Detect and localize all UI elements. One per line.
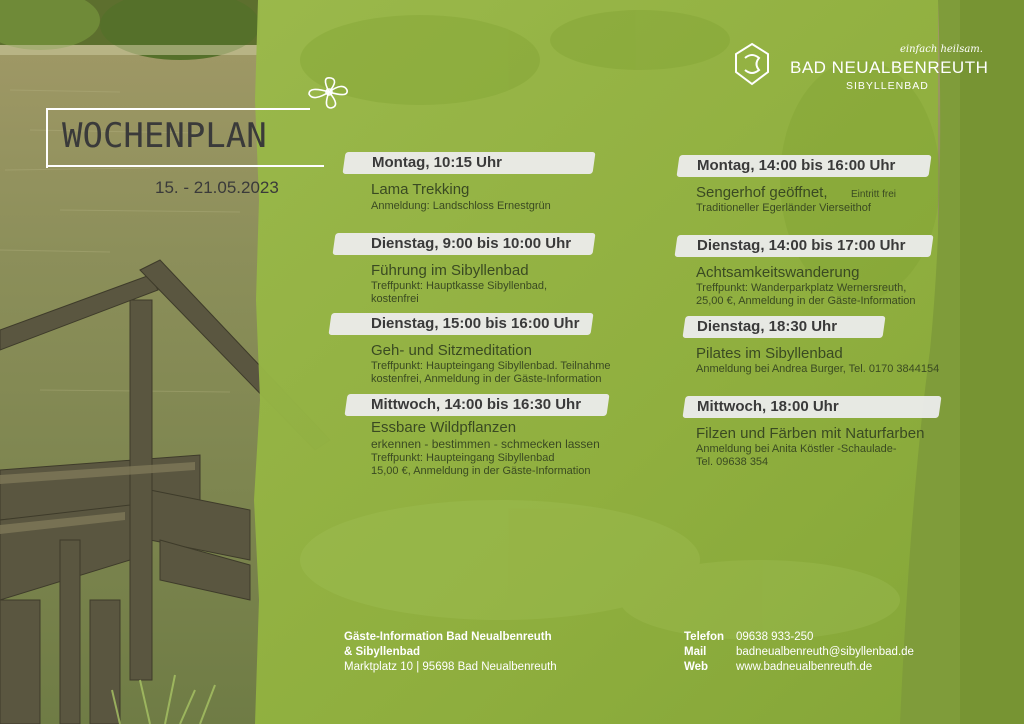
- footer-contact-values: [736, 630, 914, 675]
- flower-doodle-icon: [303, 72, 355, 112]
- event-time: Mittwoch, 14:00 bis 16:30 Uhr: [371, 396, 582, 413]
- event-title: Sengerhof geöffnet,: [696, 184, 828, 201]
- event-details: Anmeldung: Landschloss Ernestgrün: [371, 200, 551, 212]
- brand-name: BAD NEUALBENREUTH: [790, 58, 989, 77]
- event-time: Montag, 10:15 Uhr: [372, 154, 503, 171]
- footer-contact-labels: [684, 630, 724, 675]
- web-label: Web: [684, 661, 709, 673]
- event-time: Dienstag, 15:00 bis 16:00 Uhr: [371, 315, 580, 332]
- event-details: Treffpunkt: Haupteingang Sibyllenbad. Teilnahme kostenfrei, Anmeldung in der Gäste-Information: [371, 360, 611, 385]
- event-details: Treffpunkt: Hauptkasse Sibyllenbad, kostenfrei: [371, 280, 548, 305]
- footer-address: Marktplatz 10 | 95698 Bad Neualbenreuth: [344, 661, 557, 673]
- event-details: Traditioneller Egerländer Vierseithof: [696, 202, 871, 214]
- mail-link[interactable]: badneualbenreuth@sibyllenbad.de: [736, 646, 914, 658]
- event-details: Anmeldung bei Andrea Burger, Tel. 0170 3844154: [696, 363, 940, 375]
- event-title: Führung im Sibyllenbad: [371, 262, 529, 279]
- date-range: 15. - 21.05.2023: [155, 178, 279, 197]
- event-title: Filzen und Färben mit Naturfarben: [696, 425, 925, 442]
- brand-sub: SIBYLLENBAD: [846, 80, 929, 92]
- event-time: Dienstag, 18:30 Uhr: [697, 318, 838, 335]
- sibyllenbad-logo-icon: [732, 42, 772, 86]
- event-details: Treffpunkt: Wanderparkplatz Wernersreuth, 25,00 €, Anmeldung in der Gäste-Information: [696, 282, 916, 307]
- event-title: Achtsamkeitswanderung: [696, 264, 860, 281]
- event-time: Dienstag, 14:00 bis 17:00 Uhr: [697, 237, 906, 254]
- brand-tagline: einfach heilsam.: [900, 44, 983, 55]
- event-title: Pilates im Sibyllenbad: [696, 345, 843, 362]
- event-subtitle: erkennen - bestimmen - schmecken lassen: [371, 437, 600, 451]
- mail-label: Mail: [684, 646, 707, 658]
- footer-org-line1: Gäste-Information Bad Neualbenreuth: [344, 631, 552, 643]
- phone-number[interactable]: 09638 933-250: [736, 631, 814, 643]
- event-details: Treffpunkt: Haupteingang Sibyllenbad 15,00 €, Anmeldung in der Gäste-Information: [371, 452, 591, 477]
- event-details: Anmeldung bei Anita Köstler -Schaulade- Tel. 09638 354: [696, 443, 897, 468]
- event-title: Geh- und Sitzmeditation: [371, 342, 532, 359]
- footer-org-line2: & Sibyllenbad: [344, 646, 421, 658]
- event-title-note: Eintritt frei: [851, 189, 897, 200]
- event-time: Montag, 14:00 bis 16:00 Uhr: [697, 157, 896, 174]
- event-title: Essbare Wildpflanzen: [371, 419, 517, 436]
- web-link[interactable]: www.badneualbenreuth.de: [736, 661, 873, 673]
- event-time: Dienstag, 9:00 bis 10:00 Uhr: [371, 235, 572, 252]
- page-title: WOCHENPLAN: [62, 116, 267, 156]
- event-title: Lama Trekking: [371, 181, 470, 198]
- footer-org: [344, 630, 557, 675]
- phone-label: Telefon: [684, 631, 725, 643]
- title-underline: [46, 165, 324, 167]
- event-time: Mittwoch, 18:00 Uhr: [697, 398, 839, 415]
